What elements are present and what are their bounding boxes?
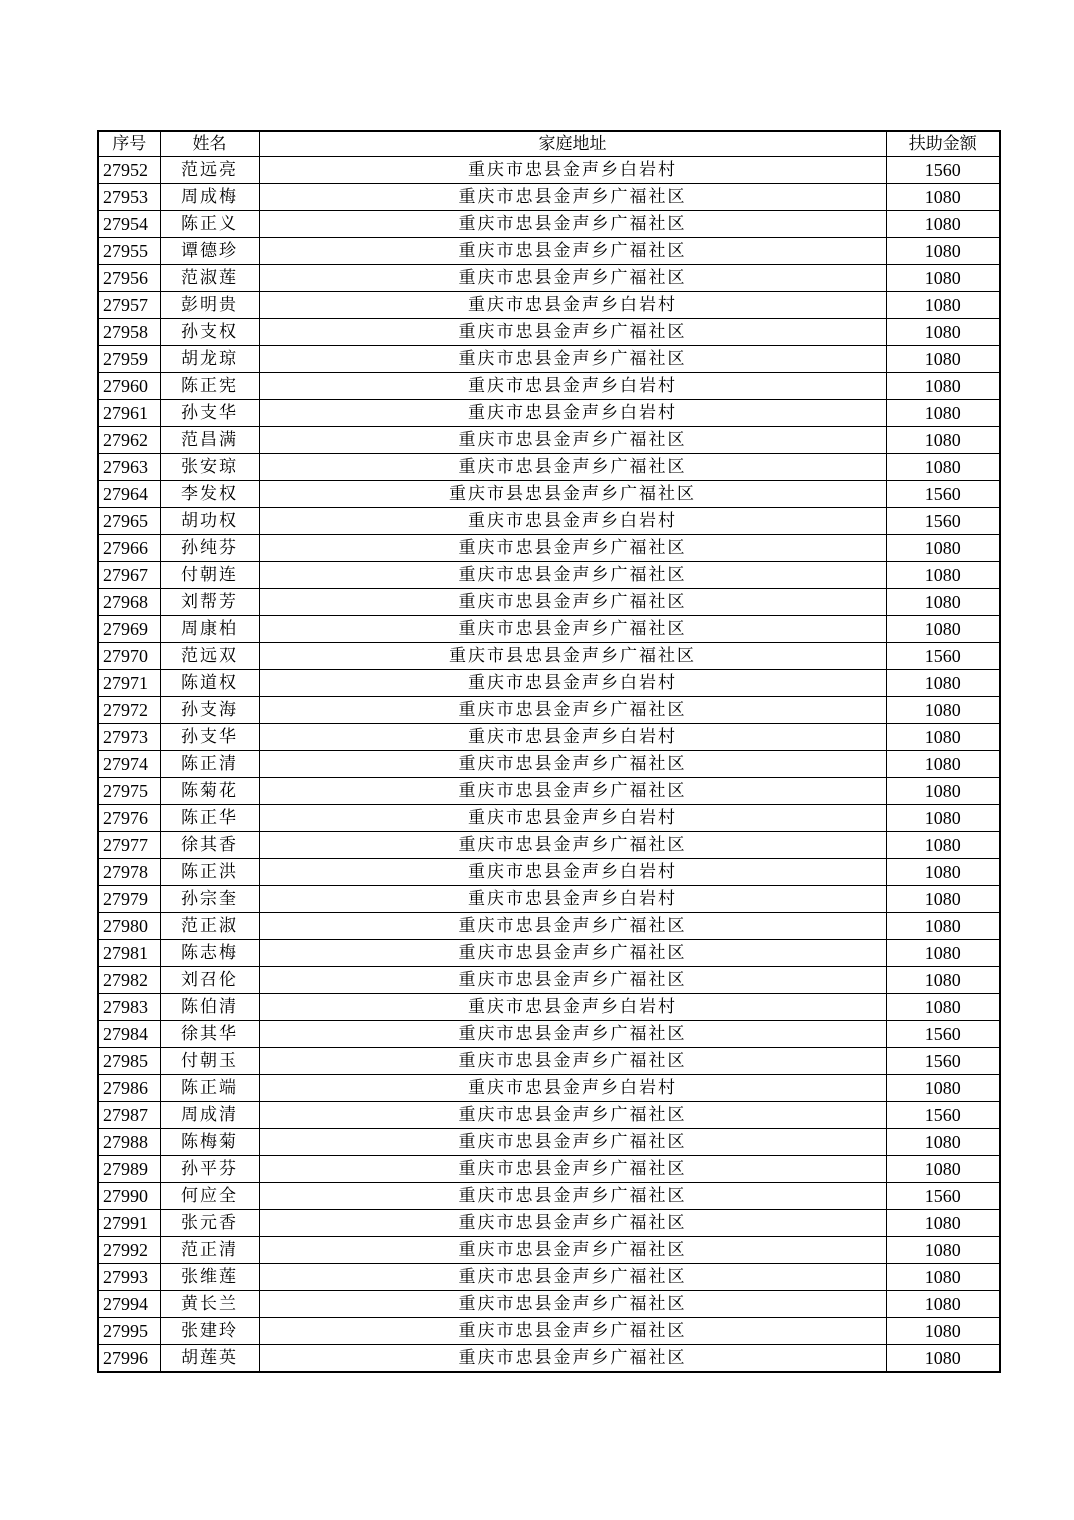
name-cell: 孙纯芬 [160,535,259,562]
table-row [98,481,1000,508]
serial-number-cell: 27965 [98,508,160,535]
home-address-cell: 重庆市忠县金声乡广福社区 [259,1129,886,1156]
table-row [98,670,1000,697]
name-cell: 徐其华 [160,1021,259,1048]
home-address-cell: 重庆市忠县金声乡广福社区 [259,913,886,940]
table-row [98,1075,1000,1102]
assistance-amount-cell: 1560 [886,1102,1000,1129]
assistance-table [97,130,1001,1373]
name-cell: 张建玲 [160,1318,259,1345]
serial-number-cell: 27967 [98,562,160,589]
name-cell: 范昌满 [160,427,259,454]
table-row [98,751,1000,778]
home-address-cell: 重庆市忠县金声乡广福社区 [259,211,886,238]
assistance-amount-cell: 1080 [886,292,1000,319]
table-row [98,643,1000,670]
home-address-cell: 重庆市忠县金声乡广福社区 [259,1102,886,1129]
serial-number-cell: 27987 [98,1102,160,1129]
table-row [98,427,1000,454]
assistance-amount-cell: 1080 [886,265,1000,292]
serial-number-cell: 27973 [98,724,160,751]
name-cell: 张元香 [160,1210,259,1237]
name-cell: 范远亮 [160,157,259,184]
serial-number-cell: 27970 [98,643,160,670]
home-address-cell: 重庆市忠县金声乡广福社区 [259,1345,886,1373]
serial-number-cell: 27986 [98,1075,160,1102]
serial-number-cell: 27966 [98,535,160,562]
table-row [98,1345,1000,1373]
name-cell: 陈正宪 [160,373,259,400]
home-address-cell: 重庆市忠县金声乡广福社区 [259,832,886,859]
home-address-cell: 重庆市忠县金声乡广福社区 [259,562,886,589]
serial-number-cell: 27960 [98,373,160,400]
assistance-amount-cell: 1080 [886,346,1000,373]
name-cell: 周成梅 [160,184,259,211]
table-row [98,184,1000,211]
name-cell: 刘召伦 [160,967,259,994]
name-cell: 李发权 [160,481,259,508]
name-cell: 陈正华 [160,805,259,832]
serial-number-cell: 27989 [98,1156,160,1183]
table-row [98,346,1000,373]
name-cell: 付朝玉 [160,1048,259,1075]
name-cell: 张维莲 [160,1264,259,1291]
home-address-cell: 重庆市忠县金声乡广福社区 [259,1318,886,1345]
table-row [98,535,1000,562]
table-row [98,1048,1000,1075]
table-row [98,562,1000,589]
serial-number-cell: 27977 [98,832,160,859]
home-address-cell: 重庆市忠县金声乡广福社区 [259,265,886,292]
table-row [98,1210,1000,1237]
home-address-cell: 重庆市忠县金声乡白岩村 [259,724,886,751]
name-cell: 范正淑 [160,913,259,940]
serial-number-cell: 27984 [98,1021,160,1048]
home-address-cell: 重庆市忠县金声乡广福社区 [259,319,886,346]
assistance-amount-cell: 1080 [886,373,1000,400]
serial-number-cell: 27994 [98,1291,160,1318]
name-cell: 陈梅菊 [160,1129,259,1156]
table-row [98,967,1000,994]
name-cell: 付朝连 [160,562,259,589]
serial-number-cell: 27972 [98,697,160,724]
assistance-amount-cell: 1080 [886,967,1000,994]
assistance-table-container [97,130,999,1373]
assistance-amount-cell: 1080 [886,832,1000,859]
assistance-amount-cell: 1080 [886,562,1000,589]
serial-number-cell: 27971 [98,670,160,697]
table-row [98,1102,1000,1129]
serial-number-cell: 27962 [98,427,160,454]
table-row [98,1264,1000,1291]
assistance-amount-cell: 1080 [886,400,1000,427]
serial-number-cell: 27961 [98,400,160,427]
table-row [98,373,1000,400]
serial-number-cell: 27978 [98,859,160,886]
assistance-amount-cell: 1080 [886,724,1000,751]
serial-number-cell: 27975 [98,778,160,805]
assistance-amount-cell: 1080 [886,1075,1000,1102]
table-row [98,778,1000,805]
home-address-cell: 重庆市忠县金声乡白岩村 [259,886,886,913]
assistance-amount-cell: 1080 [886,1345,1000,1373]
assistance-amount-cell: 1080 [886,1210,1000,1237]
assistance-amount-cell: 1080 [886,778,1000,805]
serial-number-cell: 27980 [98,913,160,940]
table-row [98,913,1000,940]
assistance-amount-cell: 1080 [886,994,1000,1021]
name-cell: 黄长兰 [160,1291,259,1318]
home-address-cell: 重庆市忠县金声乡广福社区 [259,1210,886,1237]
assistance-amount-cell: 1080 [886,1156,1000,1183]
table-row [98,1129,1000,1156]
assistance-amount-cell: 1560 [886,1048,1000,1075]
header-home-address: 家庭地址 [259,131,886,157]
home-address-cell: 重庆市忠县金声乡广福社区 [259,1048,886,1075]
home-address-cell: 重庆市忠县金声乡白岩村 [259,994,886,1021]
assistance-amount-cell: 1080 [886,211,1000,238]
home-address-cell: 重庆市忠县金声乡广福社区 [259,697,886,724]
table-row [98,859,1000,886]
assistance-amount-cell: 1080 [886,589,1000,616]
serial-number-cell: 27988 [98,1129,160,1156]
assistance-amount-cell: 1080 [886,1318,1000,1345]
home-address-cell: 重庆市忠县金声乡白岩村 [259,859,886,886]
home-address-cell: 重庆市忠县金声乡广福社区 [259,589,886,616]
table-row [98,1156,1000,1183]
assistance-amount-cell: 1080 [886,1291,1000,1318]
assistance-amount-cell: 1080 [886,751,1000,778]
home-address-cell: 重庆市忠县金声乡白岩村 [259,292,886,319]
home-address-cell: 重庆市县忠县金声乡广福社区 [259,481,886,508]
name-cell: 陈正洪 [160,859,259,886]
header-assistance-amount: 扶助金额 [886,131,1000,157]
serial-number-cell: 27963 [98,454,160,481]
serial-number-cell: 27990 [98,1183,160,1210]
assistance-amount-cell: 1080 [886,1237,1000,1264]
serial-number-cell: 27957 [98,292,160,319]
serial-number-cell: 27958 [98,319,160,346]
table-row [98,265,1000,292]
name-cell: 周康柏 [160,616,259,643]
table-row [98,157,1000,184]
assistance-amount-cell: 1080 [886,319,1000,346]
serial-number-cell: 27954 [98,211,160,238]
table-body [98,157,1000,1373]
table-row [98,832,1000,859]
home-address-cell: 重庆市忠县金声乡广福社区 [259,1183,886,1210]
table-row [98,940,1000,967]
name-cell: 范淑莲 [160,265,259,292]
name-cell: 周成清 [160,1102,259,1129]
assistance-amount-cell: 1080 [886,940,1000,967]
serial-number-cell: 27968 [98,589,160,616]
home-address-cell: 重庆市忠县金声乡广福社区 [259,346,886,373]
home-address-cell: 重庆市忠县金声乡广福社区 [259,184,886,211]
name-cell: 孙支华 [160,400,259,427]
home-address-cell: 重庆市忠县金声乡广福社区 [259,751,886,778]
table-row [98,589,1000,616]
assistance-amount-cell: 1080 [886,805,1000,832]
table-row [98,1237,1000,1264]
home-address-cell: 重庆市忠县金声乡广福社区 [259,454,886,481]
table-row [98,400,1000,427]
assistance-amount-cell: 1560 [886,508,1000,535]
name-cell: 孙支权 [160,319,259,346]
assistance-amount-cell: 1080 [886,670,1000,697]
home-address-cell: 重庆市忠县金声乡广福社区 [259,967,886,994]
assistance-amount-cell: 1080 [886,859,1000,886]
name-cell: 范远双 [160,643,259,670]
serial-number-cell: 27976 [98,805,160,832]
table-row [98,292,1000,319]
assistance-amount-cell: 1080 [886,886,1000,913]
home-address-cell: 重庆市县忠县金声乡广福社区 [259,643,886,670]
name-cell: 陈道权 [160,670,259,697]
home-address-cell: 重庆市忠县金声乡广福社区 [259,238,886,265]
serial-number-cell: 27952 [98,157,160,184]
name-cell: 徐其香 [160,832,259,859]
table-row [98,211,1000,238]
home-address-cell: 重庆市忠县金声乡白岩村 [259,805,886,832]
assistance-amount-cell: 1080 [886,913,1000,940]
home-address-cell: 重庆市忠县金声乡广福社区 [259,427,886,454]
home-address-cell: 重庆市忠县金声乡白岩村 [259,670,886,697]
table-row [98,238,1000,265]
name-cell: 陈正义 [160,211,259,238]
home-address-cell: 重庆市忠县金声乡白岩村 [259,373,886,400]
assistance-amount-cell: 1080 [886,1129,1000,1156]
serial-number-cell: 27956 [98,265,160,292]
name-cell: 胡龙琼 [160,346,259,373]
table-header-row [98,131,1000,157]
table-row [98,1183,1000,1210]
name-cell: 孙宗奎 [160,886,259,913]
serial-number-cell: 27983 [98,994,160,1021]
name-cell: 孙平芬 [160,1156,259,1183]
assistance-amount-cell: 1080 [886,427,1000,454]
assistance-amount-cell: 1560 [886,481,1000,508]
assistance-amount-cell: 1080 [886,1264,1000,1291]
serial-number-cell: 27979 [98,886,160,913]
assistance-amount-cell: 1080 [886,454,1000,481]
home-address-cell: 重庆市忠县金声乡广福社区 [259,940,886,967]
assistance-amount-cell: 1560 [886,643,1000,670]
serial-number-cell: 27953 [98,184,160,211]
serial-number-cell: 27964 [98,481,160,508]
home-address-cell: 重庆市忠县金声乡白岩村 [259,157,886,184]
serial-number-cell: 27996 [98,1345,160,1373]
home-address-cell: 重庆市忠县金声乡广福社区 [259,1237,886,1264]
assistance-amount-cell: 1080 [886,238,1000,265]
assistance-amount-cell: 1080 [886,697,1000,724]
name-cell: 孙支华 [160,724,259,751]
serial-number-cell: 27955 [98,238,160,265]
table-row [98,319,1000,346]
home-address-cell: 重庆市忠县金声乡广福社区 [259,1264,886,1291]
name-cell: 彭明贵 [160,292,259,319]
assistance-amount-cell: 1080 [886,184,1000,211]
name-cell: 刘帮芳 [160,589,259,616]
table-row [98,697,1000,724]
header-name: 姓名 [160,131,259,157]
name-cell: 陈菊花 [160,778,259,805]
serial-number-cell: 27969 [98,616,160,643]
home-address-cell: 重庆市忠县金声乡白岩村 [259,400,886,427]
table-row [98,994,1000,1021]
table-row [98,886,1000,913]
name-cell: 陈伯清 [160,994,259,1021]
table-row [98,454,1000,481]
table-row [98,1021,1000,1048]
name-cell: 陈正端 [160,1075,259,1102]
table-row [98,724,1000,751]
table-row [98,508,1000,535]
serial-number-cell: 27992 [98,1237,160,1264]
table-row [98,616,1000,643]
assistance-amount-cell: 1560 [886,1183,1000,1210]
name-cell: 范正清 [160,1237,259,1264]
serial-number-cell: 27982 [98,967,160,994]
assistance-amount-cell: 1080 [886,535,1000,562]
name-cell: 谭德珍 [160,238,259,265]
home-address-cell: 重庆市忠县金声乡广福社区 [259,1021,886,1048]
home-address-cell: 重庆市忠县金声乡白岩村 [259,1075,886,1102]
table-row [98,1291,1000,1318]
home-address-cell: 重庆市忠县金声乡广福社区 [259,535,886,562]
assistance-amount-cell: 1080 [886,616,1000,643]
home-address-cell: 重庆市忠县金声乡广福社区 [259,1291,886,1318]
assistance-amount-cell: 1560 [886,157,1000,184]
home-address-cell: 重庆市忠县金声乡广福社区 [259,1156,886,1183]
home-address-cell: 重庆市忠县金声乡广福社区 [259,616,886,643]
name-cell: 何应全 [160,1183,259,1210]
name-cell: 陈正清 [160,751,259,778]
serial-number-cell: 27993 [98,1264,160,1291]
serial-number-cell: 27974 [98,751,160,778]
name-cell: 胡莲英 [160,1345,259,1373]
header-serial-number: 序号 [98,131,160,157]
home-address-cell: 重庆市忠县金声乡广福社区 [259,778,886,805]
name-cell: 胡功权 [160,508,259,535]
name-cell: 张安琼 [160,454,259,481]
name-cell: 陈志梅 [160,940,259,967]
table-row [98,1318,1000,1345]
serial-number-cell: 27991 [98,1210,160,1237]
home-address-cell: 重庆市忠县金声乡白岩村 [259,508,886,535]
assistance-amount-cell: 1560 [886,1021,1000,1048]
table-row [98,805,1000,832]
serial-number-cell: 27959 [98,346,160,373]
serial-number-cell: 27995 [98,1318,160,1345]
serial-number-cell: 27985 [98,1048,160,1075]
serial-number-cell: 27981 [98,940,160,967]
name-cell: 孙支海 [160,697,259,724]
